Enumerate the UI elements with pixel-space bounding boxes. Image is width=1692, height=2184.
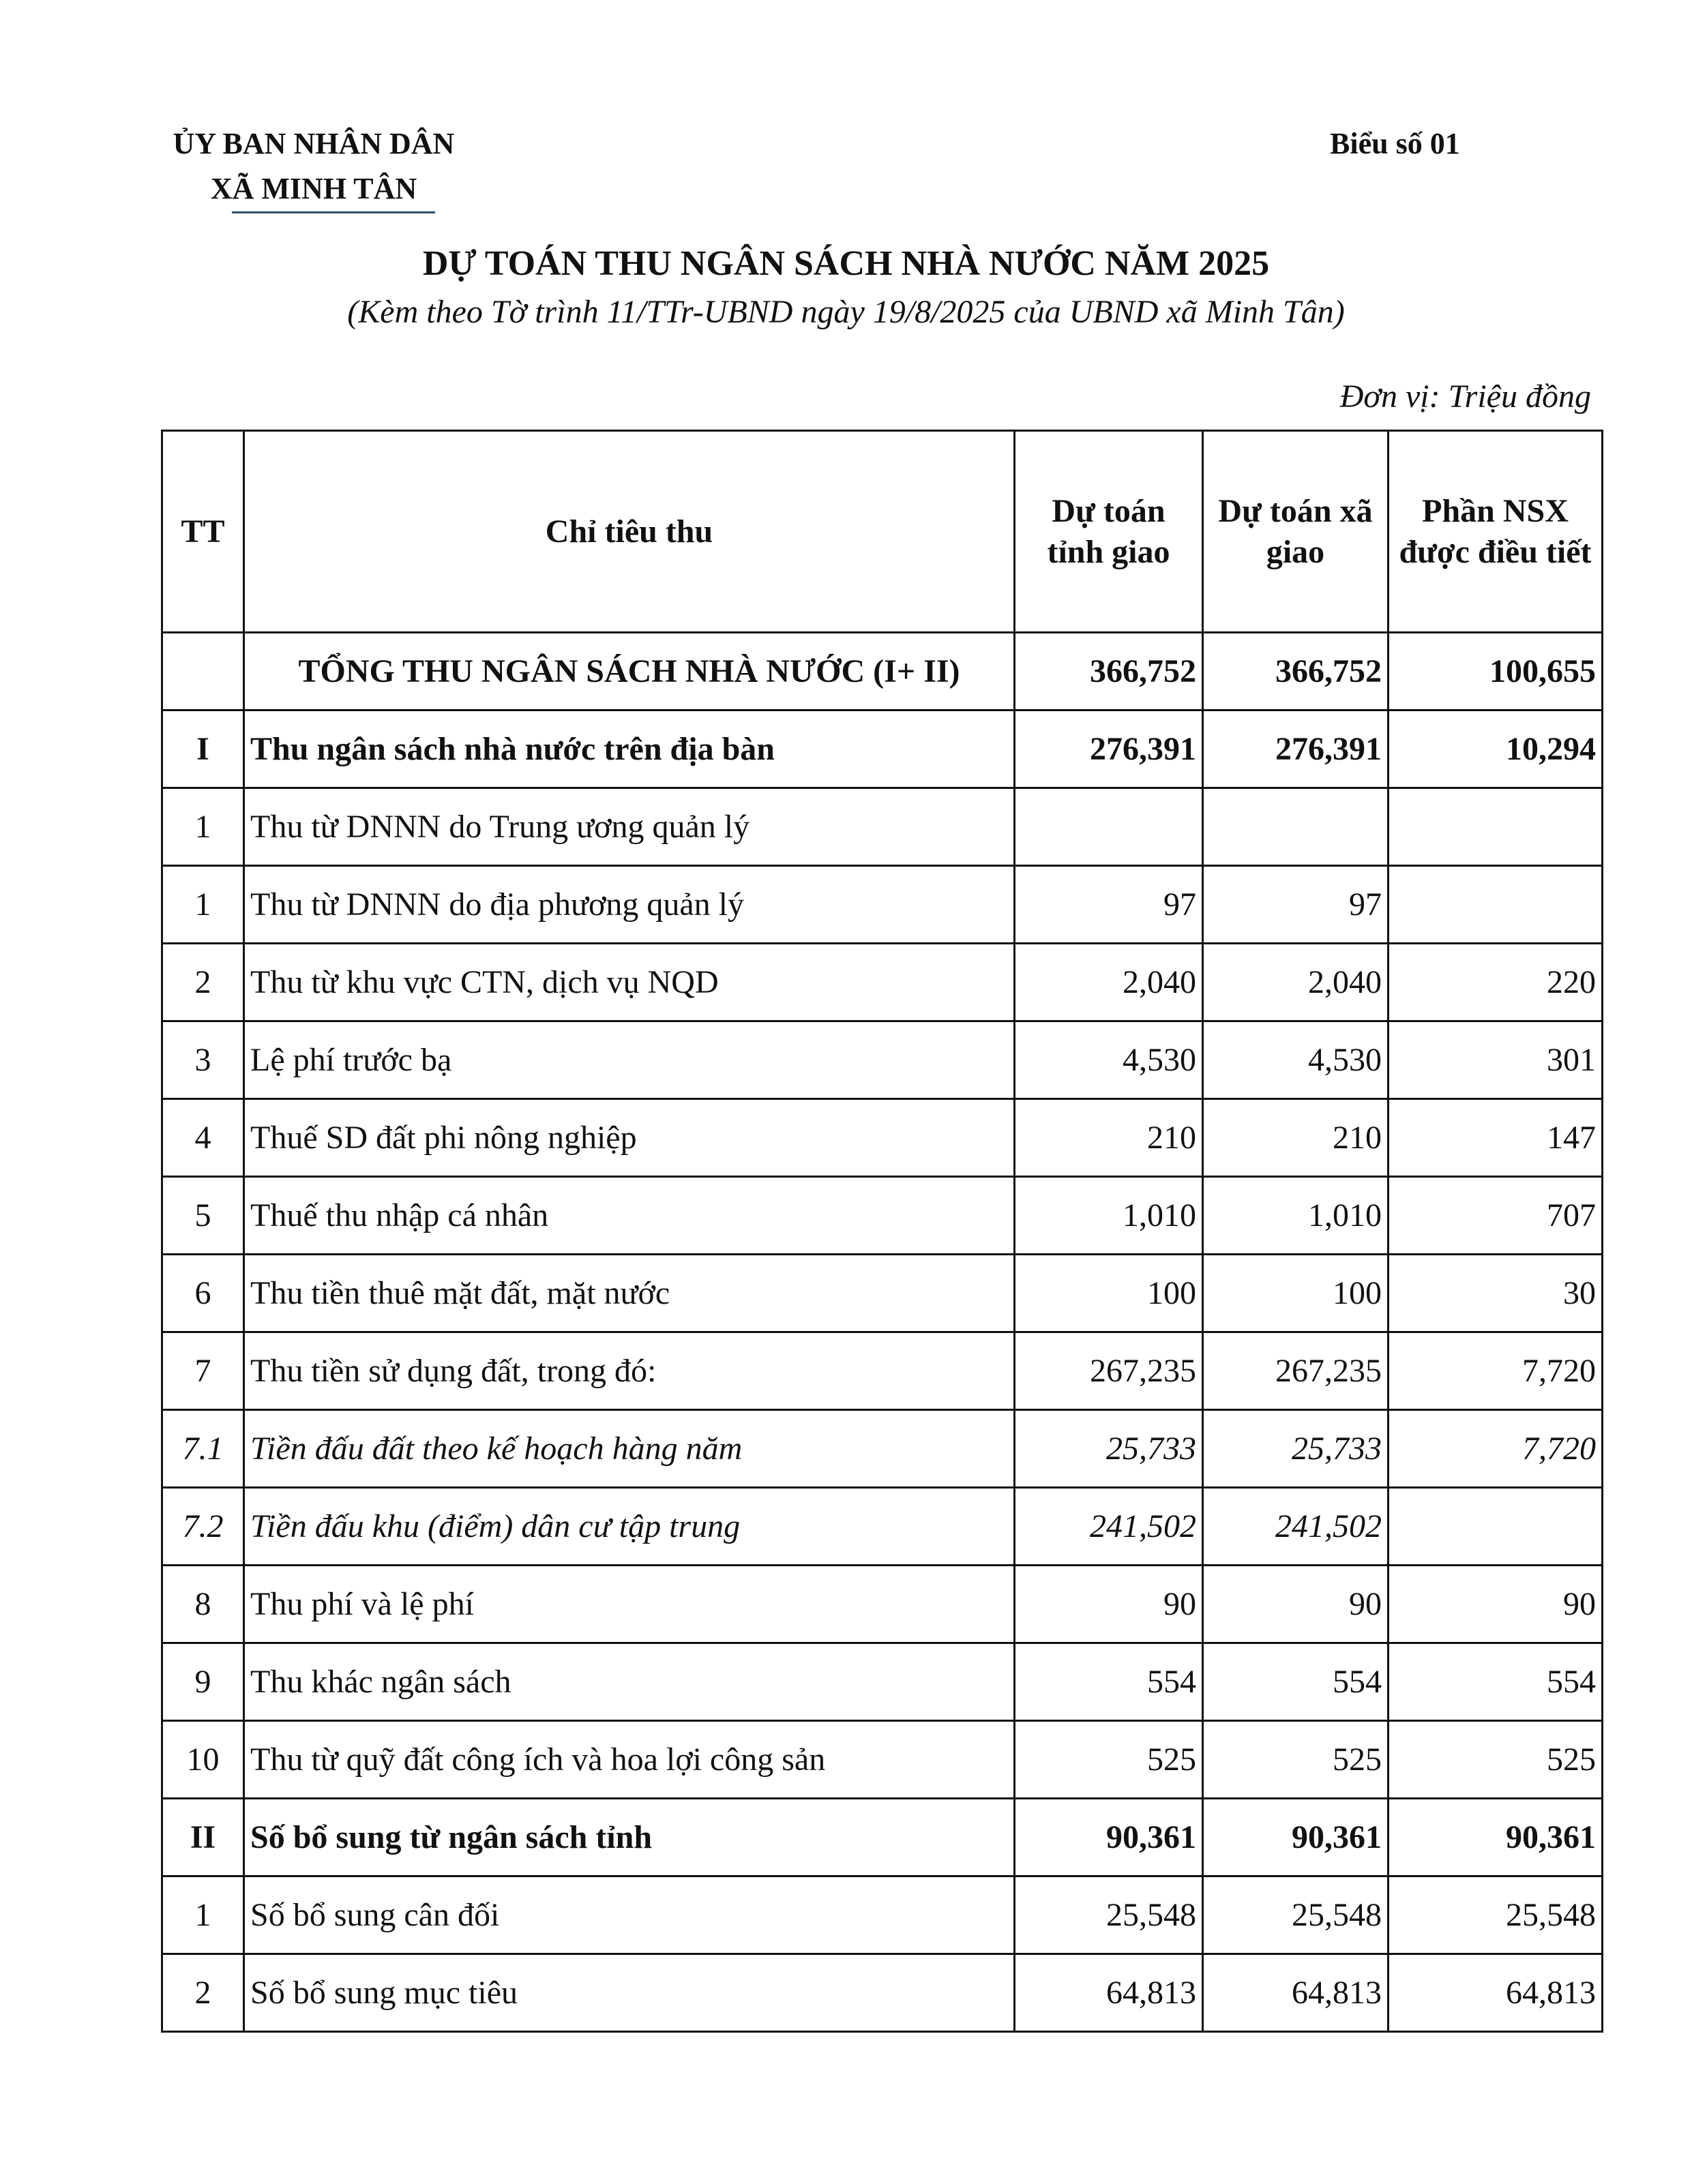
row-province: 525 (1015, 1721, 1203, 1799)
row-regulated: 90 (1389, 1566, 1603, 1643)
row-name: Thu từ DNNN do Trung ương quản lý (244, 788, 1015, 866)
row-tt: 2 (162, 944, 244, 1021)
form-number: Biểu số 01 (1330, 127, 1460, 160)
row-commune: 2,040 (1203, 944, 1389, 1021)
row-province: 1,010 (1015, 1177, 1203, 1255)
table-row (162, 944, 1603, 1021)
row-province: 25,733 (1015, 1410, 1203, 1488)
row-commune: 97 (1203, 866, 1389, 944)
row-name: Thu tiền sử dụng đất, trong đó: (244, 1332, 1015, 1410)
row-tt: 5 (162, 1177, 244, 1255)
org-name-line1: ỦY BAN NHÂN DÂN (173, 127, 455, 160)
row-commune: 25,733 (1203, 1410, 1389, 1488)
row-regulated: 64,813 (1389, 1954, 1603, 2032)
row-province: 4,530 (1015, 1021, 1203, 1099)
row-name: Số bổ sung mục tiêu (244, 1954, 1015, 2032)
row-province: 90 (1015, 1566, 1203, 1643)
row-tt: I (162, 710, 244, 788)
row-regulated: 220 (1389, 944, 1603, 1021)
organization-header (136, 121, 491, 211)
table-row (162, 1332, 1603, 1410)
row-name: Tiền đấu đất theo kế hoạch hàng năm (244, 1410, 1015, 1488)
row-name: TỔNG THU NGÂN SÁCH NHÀ NƯỚC (I+ II) (244, 633, 1015, 710)
row-tt: 9 (162, 1643, 244, 1721)
table-row (162, 1177, 1603, 1255)
row-name: Thuế thu nhập cá nhân (244, 1177, 1015, 1255)
row-commune: 90 (1203, 1566, 1389, 1643)
row-name: Thu tiền thuê mặt đất, mặt nước (244, 1255, 1015, 1332)
unit-label: Đơn vị: Triệu đồng (1339, 378, 1591, 415)
row-tt: 7.2 (162, 1488, 244, 1566)
row-name: Lệ phí trước bạ (244, 1021, 1015, 1099)
org-name-line2: XÃ MINH TÂN (210, 172, 417, 205)
row-regulated: 25,548 (1389, 1876, 1603, 1954)
row-regulated: 301 (1389, 1021, 1603, 1099)
row-regulated (1389, 788, 1603, 866)
row-commune: 25,548 (1203, 1876, 1389, 1954)
table-row (162, 866, 1603, 944)
table-row-subitem (162, 1488, 1603, 1566)
row-tt: 7.1 (162, 1410, 244, 1488)
row-tt: 4 (162, 1099, 244, 1177)
row-regulated: 7,720 (1389, 1332, 1603, 1410)
row-name: Thu từ DNNN do địa phương quản lý (244, 866, 1015, 944)
row-province: 64,813 (1015, 1954, 1203, 2032)
row-regulated: 147 (1389, 1099, 1603, 1177)
table-row-subitem (162, 1410, 1603, 1488)
row-name: Thu từ quỹ đất công ích và hoa lợi công sản (244, 1721, 1015, 1799)
row-commune: 1,010 (1203, 1177, 1389, 1255)
row-commune: 276,391 (1203, 710, 1389, 788)
col-header-name: Chỉ tiêu thu (244, 431, 1015, 633)
row-tt: II (162, 1799, 244, 1876)
row-province: 90,361 (1015, 1799, 1203, 1876)
row-province: 2,040 (1015, 944, 1203, 1021)
table-row (162, 1876, 1603, 1954)
row-name: Số bổ sung cân đối (244, 1876, 1015, 1954)
row-province: 97 (1015, 866, 1203, 944)
row-name: Thu phí và lệ phí (244, 1566, 1015, 1643)
row-name: Thuế SD đất phi nông nghiệp (244, 1099, 1015, 1177)
row-commune: 4,530 (1203, 1021, 1389, 1099)
row-tt: 6 (162, 1255, 244, 1332)
table-row (162, 1021, 1603, 1099)
row-province: 241,502 (1015, 1488, 1203, 1566)
table-row (162, 1954, 1603, 2032)
table-row (162, 1099, 1603, 1177)
col-header-commune: Dự toán xã giao (1203, 431, 1389, 633)
org-underline (232, 211, 435, 213)
table-row (162, 1566, 1603, 1643)
row-tt: 1 (162, 788, 244, 866)
table-header-row (162, 431, 1603, 633)
table-row (162, 1721, 1603, 1799)
row-tt: 8 (162, 1566, 244, 1643)
row-commune: 241,502 (1203, 1488, 1389, 1566)
row-regulated: 100,655 (1389, 633, 1603, 710)
row-commune: 100 (1203, 1255, 1389, 1332)
row-province: 366,752 (1015, 633, 1203, 710)
row-name: Thu từ khu vực CTN, dịch vụ NQD (244, 944, 1015, 1021)
row-province: 210 (1015, 1099, 1203, 1177)
table-row (162, 788, 1603, 866)
table-row (162, 1255, 1603, 1332)
table-row (162, 1643, 1603, 1721)
col-header-province: Dự toán tỉnh giao (1015, 431, 1203, 633)
row-regulated: 10,294 (1389, 710, 1603, 788)
row-tt: 1 (162, 1876, 244, 1954)
table-row-section (162, 710, 1603, 788)
row-tt: 10 (162, 1721, 244, 1799)
table-row-total (162, 633, 1603, 710)
row-commune: 210 (1203, 1099, 1389, 1177)
row-tt: 1 (162, 866, 244, 944)
document-subtitle: (Kèm theo Tờ trình 11/TTr-UBND ngày 19/8/2025 của UBND xã Minh Tân) (347, 294, 1345, 330)
row-tt: 2 (162, 1954, 244, 2032)
row-commune: 525 (1203, 1721, 1389, 1799)
row-commune: 366,752 (1203, 633, 1389, 710)
row-name: Số bổ sung từ ngân sách tỉnh (244, 1799, 1015, 1876)
row-commune: 267,235 (1203, 1332, 1389, 1410)
document-title: DỰ TOÁN THU NGÂN SÁCH NHÀ NƯỚC NĂM 2025 (422, 244, 1270, 283)
row-commune: 90,361 (1203, 1799, 1389, 1876)
row-name: Tiền đấu khu (điểm) dân cư tập trung (244, 1488, 1015, 1566)
row-province: 276,391 (1015, 710, 1203, 788)
row-province: 267,235 (1015, 1332, 1203, 1410)
row-regulated: 90,361 (1389, 1799, 1603, 1876)
row-province (1015, 788, 1203, 866)
col-header-tt: TT (162, 431, 244, 633)
row-regulated: 525 (1389, 1721, 1603, 1799)
row-regulated: 30 (1389, 1255, 1603, 1332)
row-commune: 64,813 (1203, 1954, 1389, 2032)
row-name: Thu khác ngân sách (244, 1643, 1015, 1721)
row-province: 25,548 (1015, 1876, 1203, 1954)
row-province: 554 (1015, 1643, 1203, 1721)
row-commune (1203, 788, 1389, 866)
row-regulated (1389, 866, 1603, 944)
row-tt (162, 633, 244, 710)
row-regulated: 707 (1389, 1177, 1603, 1255)
table-row-section (162, 1799, 1603, 1876)
row-tt: 7 (162, 1332, 244, 1410)
row-commune: 554 (1203, 1643, 1389, 1721)
row-tt: 3 (162, 1021, 244, 1099)
row-province: 100 (1015, 1255, 1203, 1332)
budget-table (161, 430, 1603, 2033)
row-name: Thu ngân sách nhà nước trên địa bàn (244, 710, 1015, 788)
col-header-regulated: Phần NSX được điều tiết (1389, 431, 1603, 633)
row-regulated: 554 (1389, 1643, 1603, 1721)
row-regulated: 7,720 (1389, 1410, 1603, 1488)
row-regulated (1389, 1488, 1603, 1566)
